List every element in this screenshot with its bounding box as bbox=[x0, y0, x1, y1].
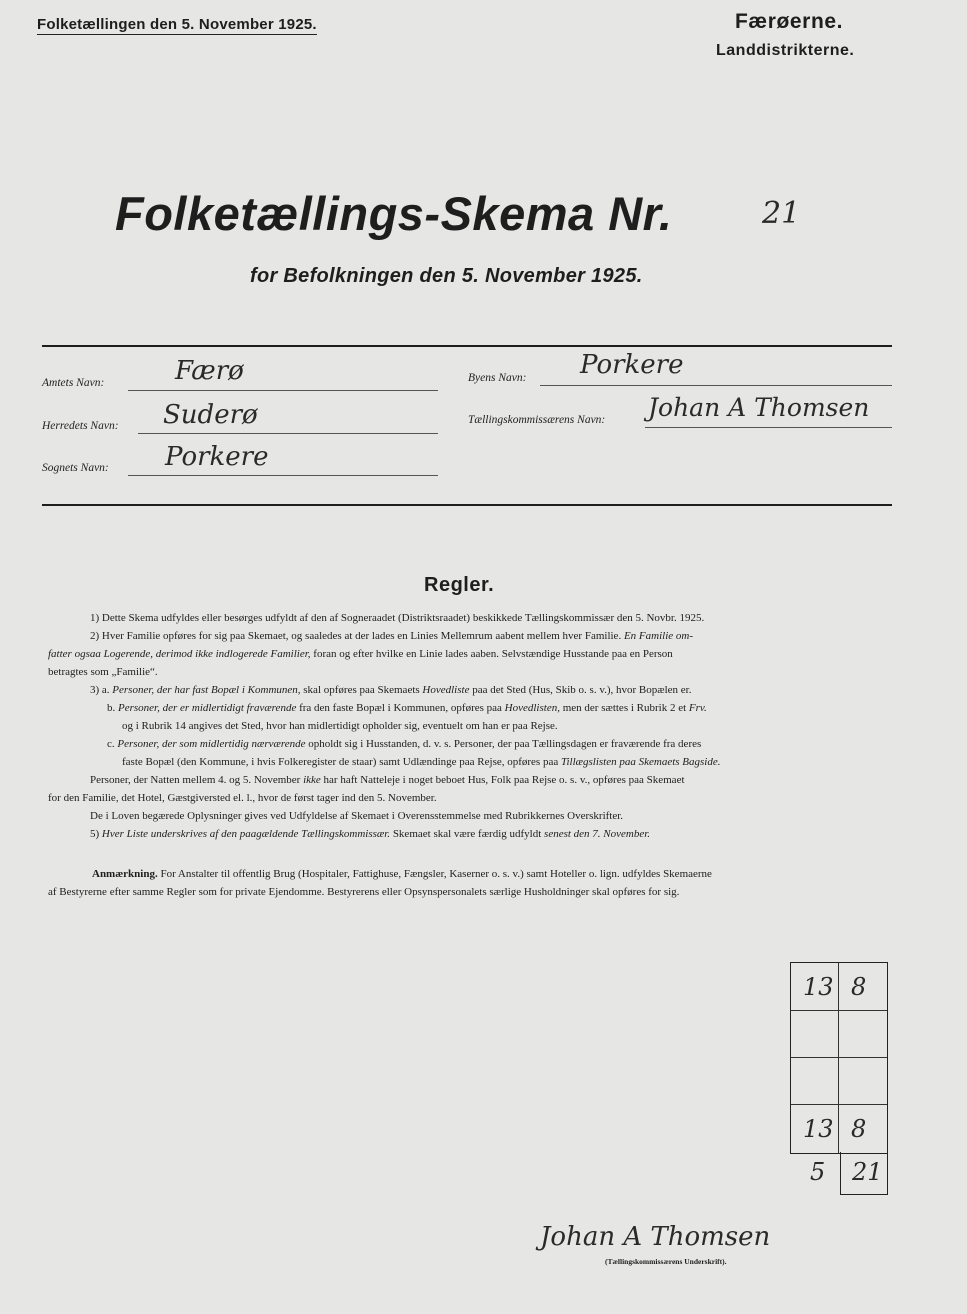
tally-total-left: 5 bbox=[810, 1158, 826, 1186]
rules-heading: Regler. bbox=[424, 574, 495, 596]
form-number-handwritten: 21 bbox=[762, 196, 801, 231]
rule-line-7: og i Rubrik 14 angives det Sted, hvor han midlertidigt opholder sig, eventuelt om han er paa Rejse. bbox=[122, 720, 558, 732]
rule-line-12: De i Loven begærede Oplysninger gives ved Udfyldelse af Skemaet i Overensstemmelse med Rubrikkernes Overskrifter. bbox=[90, 810, 624, 822]
form-title: Folketællings-Skema Nr. bbox=[115, 187, 673, 240]
rule-line-4: betragtes som „Familie“. bbox=[48, 666, 158, 678]
tally-total-right: 21 bbox=[852, 1158, 883, 1186]
rule-line-13: 5) Hver Liste underskrives af den paagældende Tællingskommissær. Skemaet skal være færdig udfyldt senest den 7. November. bbox=[90, 828, 651, 840]
kommissaer-value: Johan A Thomsen bbox=[648, 393, 870, 422]
tally-grid bbox=[790, 962, 888, 1154]
census-date-header: Folketællingen den 5. November 1925. bbox=[37, 16, 317, 33]
amtets-label: Amtets Navn: bbox=[42, 377, 105, 389]
rule-line-8: c. Personer, der som midlertidig nærværende opholdt sig i Husstanden, d. v. s. Personer, der paa Tællingsdagen er fraværende fra deres bbox=[107, 738, 702, 750]
tally-cell bbox=[839, 963, 887, 1011]
herredets-line bbox=[138, 433, 438, 434]
sognets-label: Sognets Navn: bbox=[42, 462, 109, 474]
note-line-1: Anmærkning. For Anstalter til offentlig Brug (Hospitaler, Fattighuse, Fængsler, Kaserner o. s. v.) samt Hoteller o. lign. udfyldes Skemaerne bbox=[92, 868, 712, 880]
kommissaer-line bbox=[645, 427, 892, 428]
tally-cell bbox=[791, 1011, 839, 1058]
byens-label: Byens Navn: bbox=[468, 372, 527, 384]
commissioner-signature: Johan A Thomsen bbox=[540, 1222, 771, 1252]
tally-cell bbox=[839, 1105, 887, 1153]
kommissaer-label: Tællingskommissærens Navn: bbox=[468, 414, 606, 426]
tally-value: 13 bbox=[803, 973, 834, 1001]
rule-line-11: for den Familie, det Hotel, Gæstgiversted el. l., hvor de først tager ind den 5. November. bbox=[48, 792, 437, 804]
form-subtitle: for Befolkningen den 5. November 1925. bbox=[250, 265, 643, 287]
amtets-value: Færø bbox=[175, 356, 244, 386]
tally-value: 8 bbox=[851, 973, 867, 1001]
herredets-value: Suderø bbox=[163, 400, 258, 430]
signature-caption: (Tællingskommissærens Underskrift). bbox=[605, 1257, 727, 1266]
top-rule bbox=[42, 345, 892, 347]
region-title: Færøerne. bbox=[735, 10, 844, 33]
tally-cell bbox=[791, 1105, 839, 1153]
tally-value: 8 bbox=[851, 1115, 867, 1143]
rule-line-6: b. Personer, der er midlertidigt fraværende fra den faste Bopæl i Kommunen, opføres paa Hovedlisten, men der sættes i Rubrik 2 et Frv. bbox=[107, 702, 707, 714]
byens-line bbox=[540, 385, 892, 386]
herredets-label: Herredets Navn: bbox=[42, 420, 119, 432]
tally-cell bbox=[791, 963, 839, 1011]
sognets-value: Porkere bbox=[165, 442, 269, 472]
byens-value: Porkere bbox=[580, 350, 684, 380]
sognets-line bbox=[128, 475, 438, 476]
tally-cell bbox=[791, 1058, 839, 1105]
district-type: Landdistrikterne. bbox=[716, 42, 855, 59]
bottom-rule bbox=[42, 504, 892, 506]
amtets-line bbox=[128, 390, 438, 391]
rule-line-1: 1) Dette Skema udfyldes eller besørges udfyldt af den af Sogneraadet (Distriktsraadet) beskikkede Tællingskommissær den 5. Novbr. 1925. bbox=[90, 612, 705, 624]
tally-cell bbox=[839, 1058, 887, 1105]
rule-line-10: Personer, der Natten mellem 4. og 5. November ikke har haft Natteleje i noget beboet Hus, Folk paa Rejse o. s. v., opføres paa Skemaet bbox=[90, 774, 685, 786]
rule-line-5: 3) a. Personer, der har fast Bopæl i Kommunen, skal opføres paa Skemaets Hovedliste paa det Sted (Hus, Skib o. s. v.), hvor Bopælen er. bbox=[90, 684, 692, 696]
rule-line-3: fatter ogsaa Logerende, derimod ikke indlogerede Familier, foran og efter hvilke en Linie lades aaben. Selvstændige Husstande paa en Person bbox=[48, 648, 673, 660]
rule-line-2: 2) Hver Familie opføres for sig paa Skemaet, og saaledes at der lades en Linies Mellemrum aabent mellem hver Familie. En Familie om- bbox=[90, 630, 693, 642]
tally-cell bbox=[839, 1011, 887, 1058]
note-line-2: af Bestyrerne efter samme Regler som for private Ejendomme. Bestyrerens eller Opsynspersonalets særlige Husholdninger skal opføres for sig. bbox=[48, 886, 680, 898]
tally-value: 13 bbox=[803, 1115, 834, 1143]
rule-line-9: faste Bopæl (den Kommune, i hvis Folkeregister de staar) samt Udlændinge paa Rejse, opføres paa Tillægslisten paa Skemaets Bagside. bbox=[122, 756, 721, 768]
